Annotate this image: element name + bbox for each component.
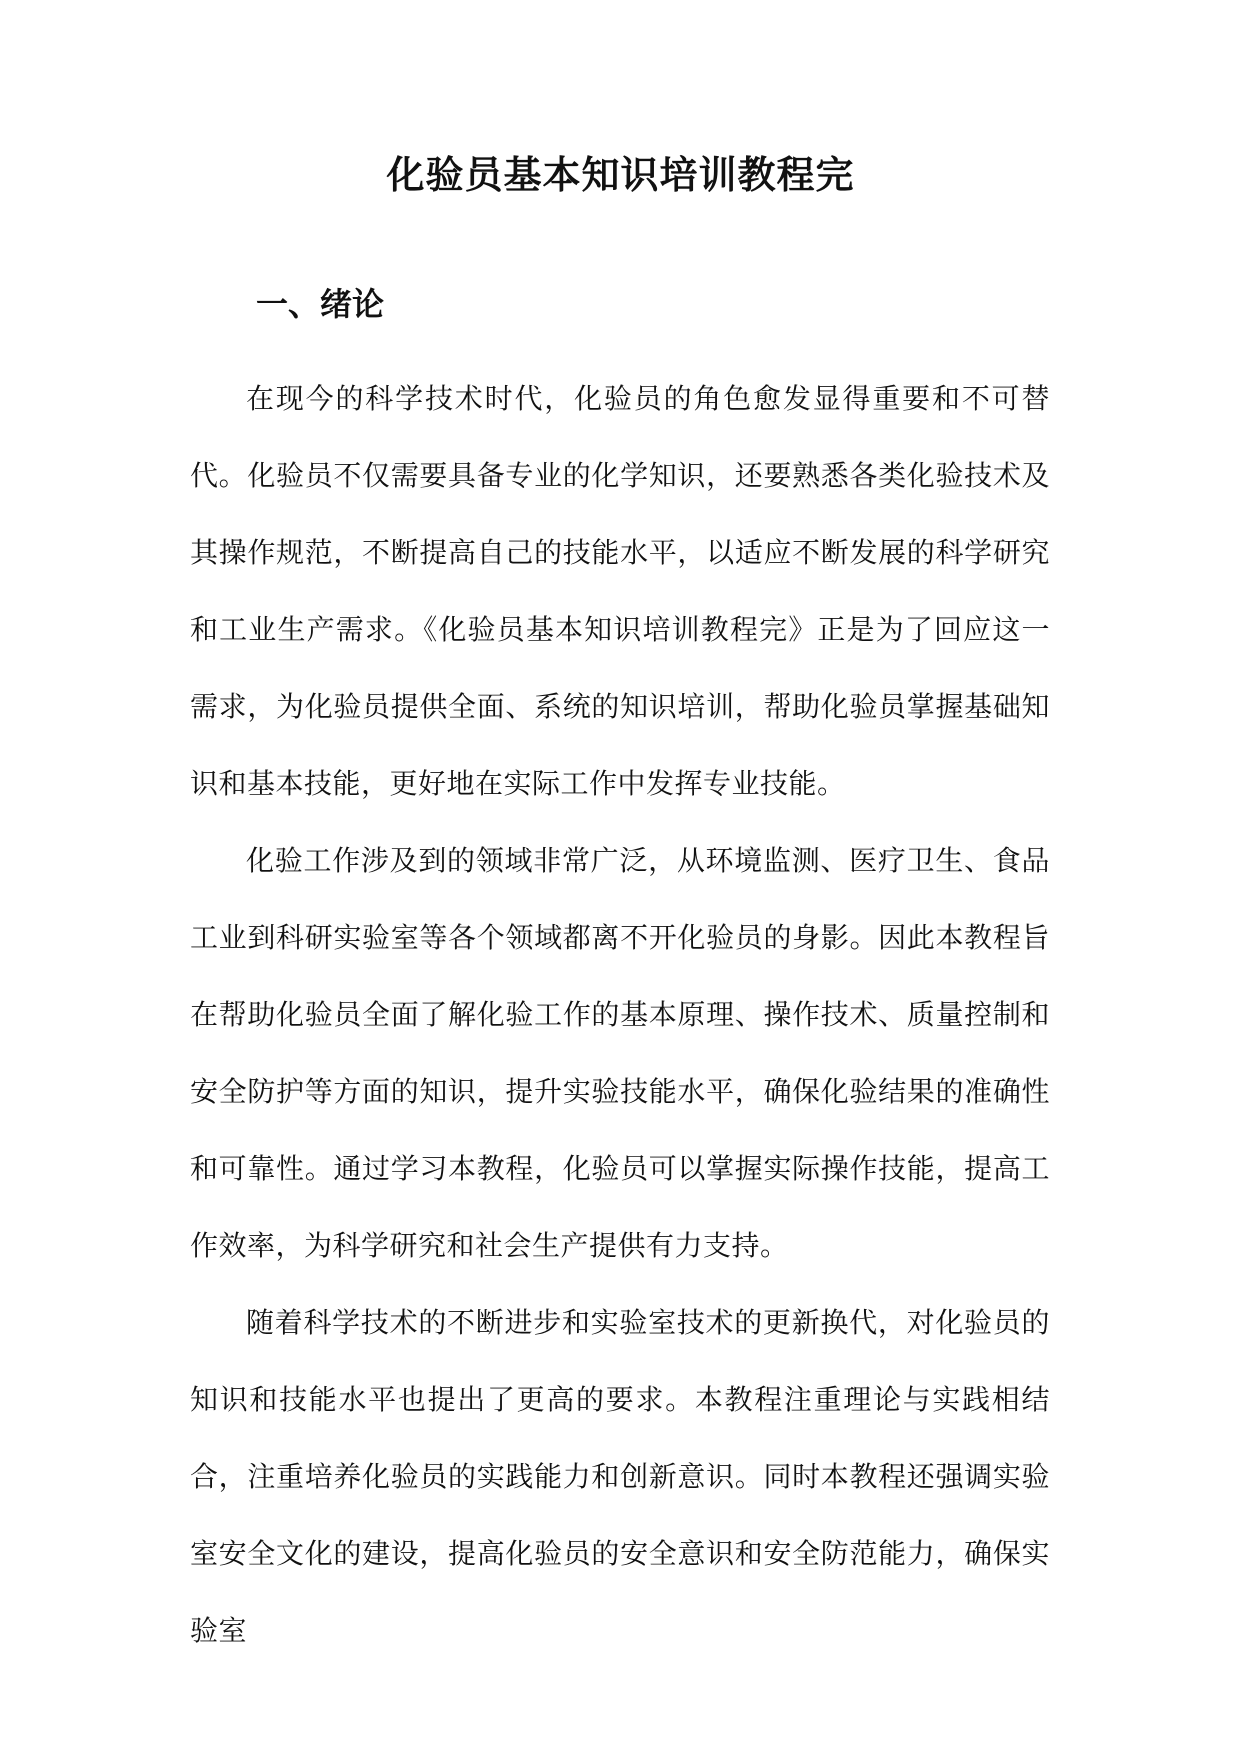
body-paragraph-2: 化验工作涉及到的领域非常广泛，从环境监测、医疗卫生、食品工业到科研实验室等各个领域都离不开化验员的身影。因此本教程旨在帮助化验员全面了解化验工作的基本原理、操作技术、质量控制和安全防护等方面的知识，提升实验技能水平，确保化验结果的准确性和可靠性。通过学习本教程，化验员可以掌握实际操作技能，提高工作效率，为科学研究和社会生产提供有力支持。 [190, 844, 1050, 1262]
body-paragraph-3: 随着科学技术的不断进步和实验室技术的更新换代，对化验员的知识和技能水平也提出了更高的要求。本教程注重理论与实践相结合，注重培养化验员的实践能力和创新意识。同时本教程还强调实验室安全文化的建设，提高化验员的安全意识和安全防范能力，确保实验室 [190, 1306, 1050, 1647]
document-body [190, 360, 1050, 1669]
body-paragraph-1: 在现今的科学技术时代，化验员的角色愈发显得重要和不可替代。化验员不仅需要具备专业的化学知识，还要熟悉各类化验技术及其操作规范，不断提高自己的技能水平，以适应不断发展的科学研究和工业生产需求。《化验员基本知识培训教程完》正是为了回应这一需求，为化验员提供全面、系统的知识培训，帮助化验员掌握基础知识和基本技能，更好地在实际工作中发挥专业技能。 [190, 382, 1050, 800]
document-title: 化验员基本知识培训教程完 [386, 152, 855, 197]
section-heading: 一、绪论 [256, 285, 385, 323]
